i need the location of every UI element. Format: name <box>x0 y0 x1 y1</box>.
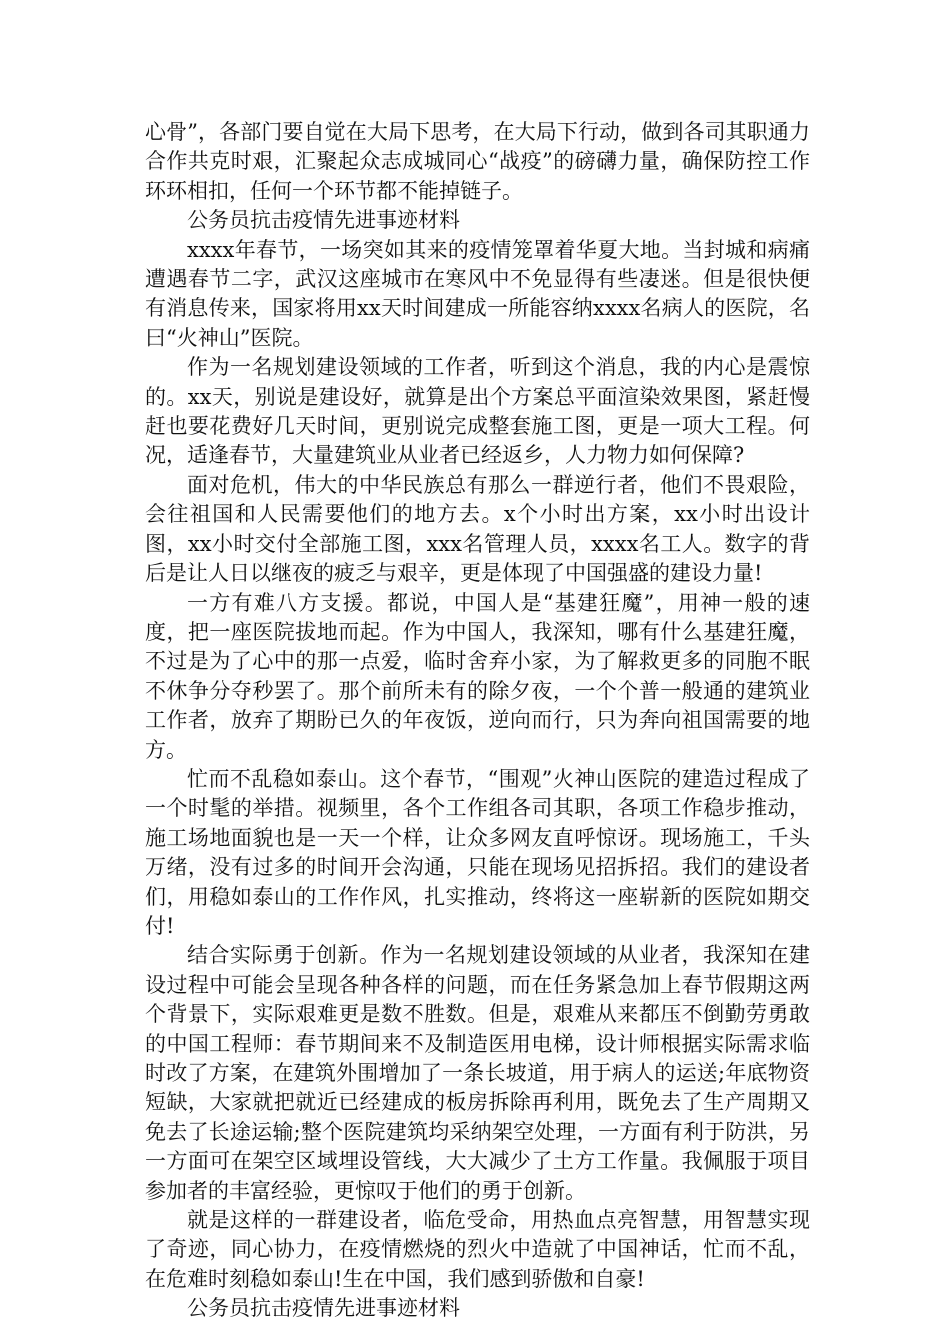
paragraph-continuation: 心骨”，各部门要自觉在大局下思考，在大局下行动，做到各司其职通力合作共克时艰，汇聚起众志成城同心“战疫”的磅礴力量，确保防控工作环环相扣，任何一个环节都不能掉链子。 <box>145 120 810 203</box>
section-heading: 公务员抗击疫情先进事迹材料 <box>187 208 460 233</box>
paragraph: 作为一名规划建设领域的工作者，听到这个消息，我的内心是震惊的。xx天，别说是建设好，就算是出个方案总平面渲染效果图，紧赶慢赶也要花费好几天时间，更别说完成整套施工图，更是一项大工程。何况，适逢春节，大量建筑业从业者已经返乡，人力物力如何保障? <box>145 355 810 468</box>
section-heading: 公务员抗击疫情先进事迹材料 <box>187 1296 460 1321</box>
paragraph: 面对危机，伟大的中华民族总有那么一群逆行者，他们不畏艰险，会往祖国和人民需要他们的地方去。x个小时出方案，xx小时出设计图，xx小时交付全部施工图，xxx名管理人员，xxxx名工人。数字的背后是让人日以继夜的疲乏与艰辛，更是体现了中国强盛的建设力量! <box>145 472 810 586</box>
paragraph: 忙而不乱稳如泰山。这个春节，“围观”火神山医院的建造过程成了一个时髦的举措。视频里，各个工作组各司其职，各项工作稳步推动，施工场地面貌也是一天一个样，让众多网友直呼惊讶。现场施工，千头万绪，没有过多的时间开会沟通，只能在现场见招拆招。我们的建设者们，用稳如泰山的工作作风，扎实推动，终将这一座崭新的医院如期交付! <box>145 766 810 938</box>
document-page <box>145 118 810 1324</box>
paragraph: 一方有难八方支援。都说，中国人是“基建狂魔”，用神一般的速度，把一座医院拔地而起。作为中国人，我深知，哪有什么基建狂魔，不过是为了心中的那一点爱，临时舍弃小家，为了解救更多的同胞不眠不休争分夺秒罢了。那个前所未有的除夕夜，一个个普一般通的建筑业工作者，放弃了期盼已久的年夜饭，逆向而行，只为奔向祖国需要的地方。 <box>145 590 810 762</box>
paragraph: xxxx年春节，一场突如其来的疫情笼罩着华夏大地。当封城和病痛遭遇春节二字，武汉这座城市在寒风中不免显得有些凄迷。但是很快便有消息传来，国家将用xx天时间建成一所能容纳xxxx名病人的医院，名曰“火神山”医院。 <box>145 237 810 350</box>
paragraph: 就是这样的一群建设者，临危受命，用热血点亮智慧，用智慧实现了奇迹，同心协力，在疫情燃烧的烈火中造就了中国神话，忙而不乱，在危难时刻稳如泰山!生在中国，我们感到骄傲和自豪! <box>145 1208 810 1291</box>
paragraph: 结合实际勇于创新。作为一名规划建设领域的从业者，我深知在建设过程中可能会呈现各种各样的问题，而在任务紧急加上春节假期这两个背景下，实际艰难更是数不胜数。但是，艰难从来都压不倒勤劳勇敢的中国工程师：春节期间来不及制造医用电梯，设计师根据实际需求临时改了方案，在建筑外围增加了一条长坡道，用于病人的运送;年底物资短缺，大家就把就近已经建成的板房拆除再利用，既免去了生产周期又免去了长途运输;整个医院建筑均采纳架空处理，一方面有利于防洪，另一方面可在架空区域埋设管线，大大减少了土方工作量。我佩服于项目参加者的丰富经验，更惊叹于他们的勇于创新。 <box>145 943 810 1203</box>
